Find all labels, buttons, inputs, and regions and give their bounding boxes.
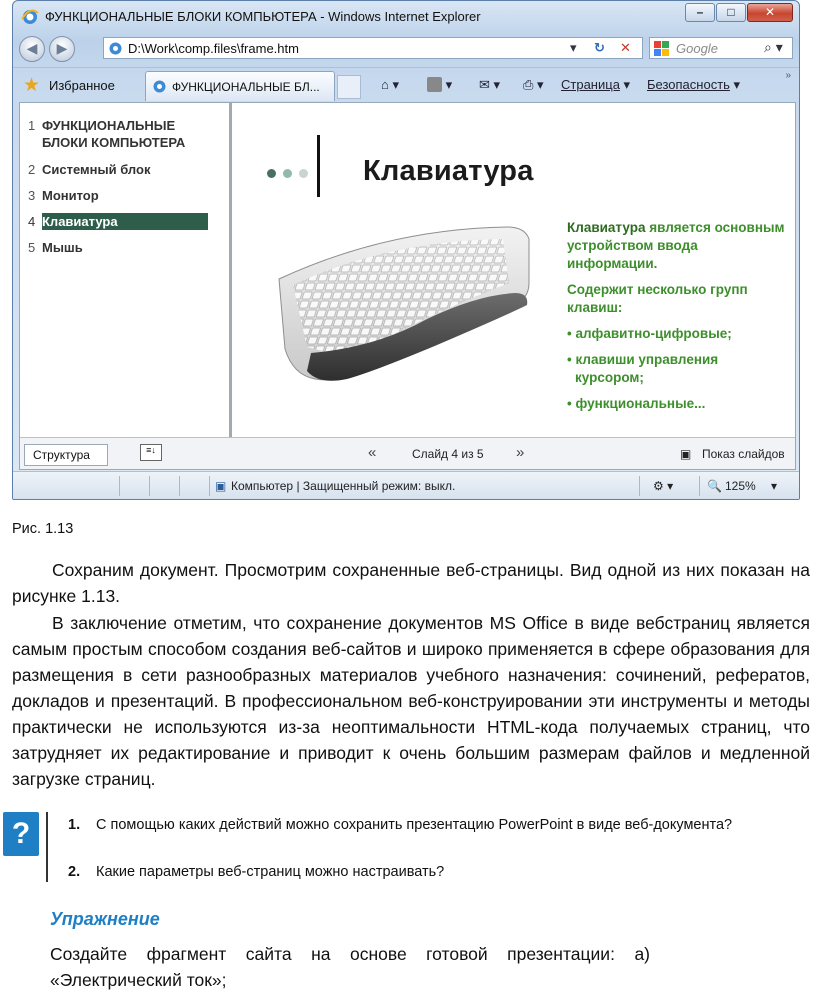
question-text: Какие параметры веб-страниц можно настраивать? [96,864,445,880]
search-box[interactable] [649,37,793,59]
page-menu-label: Страница [561,77,620,92]
question-text: С помощью каких действий можно сохранить презентацию PowerPoint в виде веб-документа? [96,817,733,833]
stop-icon[interactable]: ✕ [620,40,631,55]
tab-current[interactable] [145,71,335,101]
close-button[interactable] [747,3,793,22]
slide-lead-term: Клавиатура [567,220,646,235]
refresh-icon[interactable]: ↻ [594,40,605,55]
outline-item-5[interactable] [28,239,83,256]
slide-dot-1 [267,169,276,178]
minimize-button[interactable] [685,3,715,22]
address-bar[interactable] [103,37,643,59]
favorites-star-icon[interactable]: ★ [23,75,41,96]
paragraph-1-text: Сохраним документ. Просмотрим сохраненные веб-страницы. Вид одной из них показан на рисунке 1.13. [12,560,810,606]
security-menu-label: Безопасность [647,77,730,92]
search-input[interactable]: Google [676,41,718,56]
slide-dot-3 [299,169,308,178]
keyboard-image [267,219,537,389]
next-slide-button[interactable]: » [516,444,525,461]
maximize-button[interactable] [716,3,746,22]
google-logo-icon [654,41,670,56]
prev-slide-button[interactable]: « [368,444,377,461]
ie-logo-icon [21,8,39,26]
slide-view [237,103,794,437]
favorites-bar [13,67,799,101]
zoom-icon[interactable]: 🔍 [707,479,722,493]
rss-feed-icon[interactable]: ▾ [427,77,452,93]
outline-label: Клавиатура [42,214,118,229]
slide-text-block [567,219,787,421]
url-text: D:\Work\comp.files\frame.htm [128,41,299,56]
title-bar [13,1,799,33]
slide-nav-bar [20,437,795,469]
notes-toggle-icon[interactable]: ≡↓ [140,444,162,461]
outline-tab[interactable] [24,444,108,466]
back-button[interactable] [19,36,45,62]
slide-bullet-list [567,325,787,413]
outline-number: 5 [28,240,36,255]
address-row [13,33,799,63]
status-divider [699,476,700,496]
browser-window [12,0,800,500]
favorites-button[interactable]: Избранное [49,78,115,93]
toolbar-overflow-icon[interactable]: » [785,70,791,81]
page-menu[interactable]: Страница ▾ [561,77,631,92]
print-icon[interactable]: ⎙ ▾ [523,77,544,92]
outline-label: Монитор [42,188,99,203]
figure-caption: Рис. 1.13 [12,521,74,537]
exercise-heading: Упражнение [50,909,160,929]
outline-number: 3 [28,188,36,203]
ie-page-icon [108,41,123,56]
outline-label: Системный блок [42,162,151,177]
question-2 [68,861,788,883]
address-dropdown-icon[interactable]: ▾ [570,40,577,55]
status-divider [119,476,120,496]
zoom-level[interactable]: 125% [725,479,756,493]
status-divider [179,476,180,496]
outline-item-1[interactable] [28,117,202,151]
new-tab-button[interactable] [337,75,361,99]
outline-number: 2 [28,162,36,177]
security-zone-text: Компьютер | Защищенный режим: выкл. [231,479,456,493]
slide-title: Клавиатура [363,155,534,187]
outline-number: 1 [28,118,36,133]
outline-item-3[interactable] [28,187,99,204]
tab-label: ФУНКЦИОНАЛЬНЫЕ БЛ... [172,80,320,94]
slideshow-button[interactable]: Показ слайдов [702,447,785,461]
slide-lead-rest: является основным устройством ввода информации. [567,220,785,271]
outline-label: Мышь [42,240,83,255]
slideshow-icon[interactable]: ▣ [680,447,692,461]
slide-outline-pane [20,103,232,437]
ie-page-icon [152,79,167,94]
status-divider [639,476,640,496]
question-1 [68,814,788,836]
question-number: 2. [68,864,81,880]
slide-counter: Слайд 4 из 5 [412,447,484,461]
outline-item-2[interactable] [28,161,150,178]
computer-zone-icon: ▣ [215,479,227,493]
exercise-text: Создайте фрагмент сайта на основе готовой презентации: а) «Электрический ток»; [50,944,650,990]
slide-dot-2 [283,169,292,178]
slide-bullet: • клавиши управления курсором; [567,352,719,385]
paragraph-1 [12,557,810,609]
minimize-icon: – [696,5,704,19]
slide-bullet: • функциональные... [567,396,706,411]
home-icon[interactable]: ⌂ ▾ [381,77,399,92]
security-menu[interactable]: Безопасность ▾ [647,77,741,92]
back-arrow-icon: ◀ [26,40,38,56]
forward-arrow-icon: ▶ [56,40,68,56]
status-bar [13,471,799,499]
window-title: ФУНКЦИОНАЛЬНЫЕ БЛОКИ КОМПЬЮТЕРА - Windows Internet Explorer [45,9,481,24]
search-icon[interactable]: ⌕ ▾ [764,39,783,55]
status-divider [149,476,150,496]
paragraph-2-text: В заключение отметим, что сохранение документов MS Office в виде вебстраниц является самым простым способом создания веб-сайтов и широко применяется в сфере образования для размещения в сети разнообразных материалов учебного назначения: сочинений, рефератов, докладов и презентаций. В профессиональном веб-конструировании эти инструменты и методы практически не используются из-за неоптимальности HTML-кода получаемых страниц, что затрудняет их редактирование и приводит к очень большим размерам файлов и медленной загрузке страниц. [12,613,810,789]
outline-label: ФУНКЦИОНАЛЬНЫЕ БЛОКИ КОМПЬЮТЕРА [42,118,186,150]
question-divider [46,812,48,882]
question-icon: ? [3,812,39,856]
zoom-dropdown-icon[interactable]: ▾ [771,479,778,493]
outline-item-4[interactable] [28,213,208,230]
title-divider [317,135,320,197]
outline-tab-label: Структура [33,448,90,462]
slide-bullet: • алфавитно-цифровые; [567,326,732,341]
status-divider [209,476,210,496]
page-content [19,102,796,470]
mail-icon[interactable]: ✉ ▾ [479,77,501,92]
slide-para2: Содержит несколько групп клавиш: [567,282,748,315]
question-number: 1. [68,817,81,833]
forward-button[interactable] [49,36,75,62]
paragraph-2 [12,610,810,792]
protected-mode-icon[interactable]: ⚙ ▾ [653,479,674,493]
slide-lead-paragraph [567,219,787,273]
close-icon: ✕ [764,5,776,19]
outline-number: 4 [28,213,42,230]
maximize-icon: □ [727,5,735,19]
